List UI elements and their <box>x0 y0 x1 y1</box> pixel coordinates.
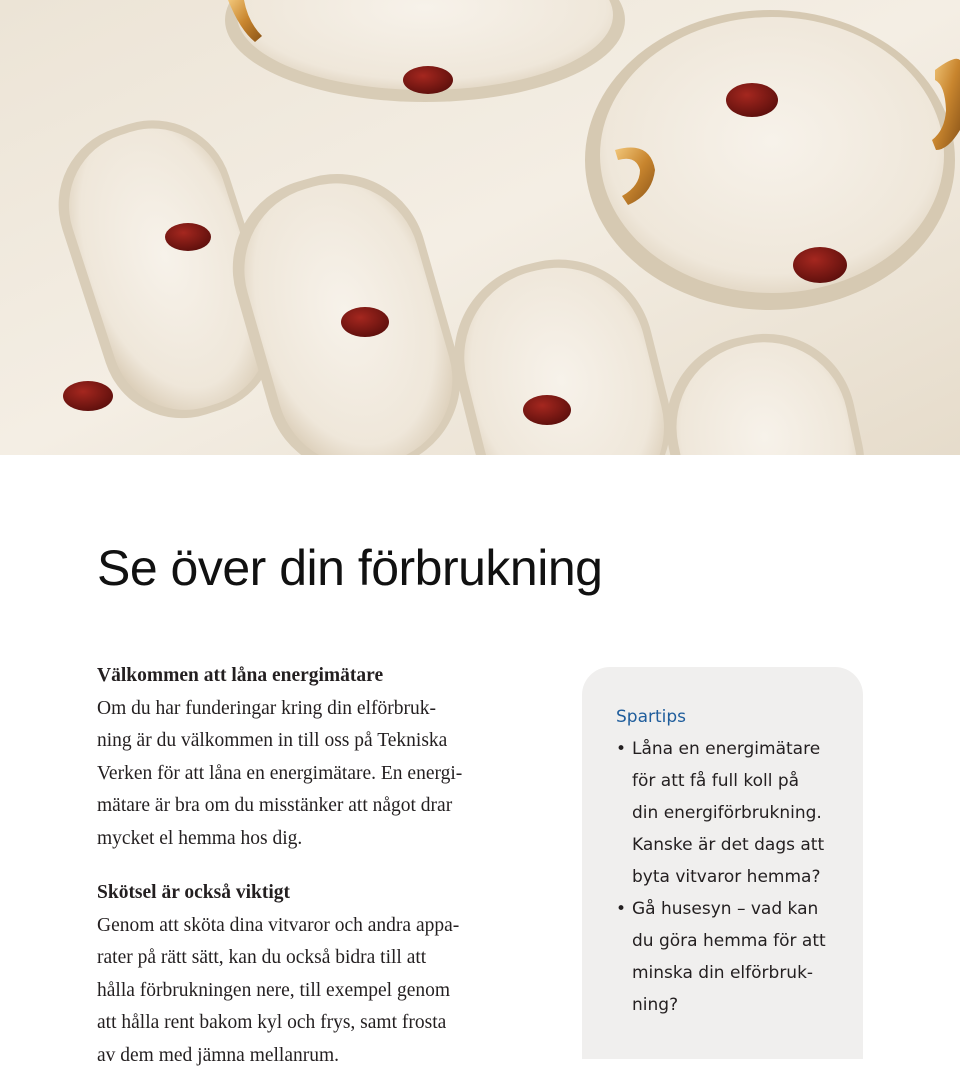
tips-list <box>616 733 863 1021</box>
tip-item <box>616 893 863 1021</box>
hero-photo-power-strip <box>0 0 960 455</box>
page-title: Se över din förbrukning <box>97 538 602 598</box>
body-line: Verken för att låna en energimätare. En energi- <box>97 758 547 791</box>
section-body-lend-meter <box>97 693 547 856</box>
body-line: Om du har funderingar kring din elförbruk- <box>97 693 547 726</box>
socket-hole <box>165 223 211 251</box>
body-line: mycket el hemma hos dig. <box>97 823 547 856</box>
section-body-maintenance <box>97 910 547 1072</box>
power-strip-illustration <box>0 0 960 455</box>
article-column <box>97 660 547 1072</box>
socket-hole <box>63 381 113 411</box>
socket-hole <box>341 307 389 337</box>
tip-line: du göra hemma för att <box>632 925 863 957</box>
tip-line: byta vitvaror hemma? <box>632 861 863 893</box>
body-line: av dem med jämna mellanrum. <box>97 1040 547 1072</box>
tips-heading: Spartips <box>616 701 863 733</box>
section-heading-lend-meter: Välkommen att låna energimätare <box>97 660 547 693</box>
tip-line: ning? <box>632 989 863 1021</box>
body-line: rater på rätt sätt, kan du också bidra till att <box>97 942 547 975</box>
body-line: hålla förbrukningen nere, till exempel genom <box>97 975 547 1008</box>
socket-hole <box>523 395 571 425</box>
tip-line: för att få full koll på <box>632 765 863 797</box>
body-line: ning är du välkommen in till oss på Tekniska <box>97 725 547 758</box>
tip-line: Låna en energimätare <box>632 733 863 765</box>
body-line: att hålla rent bakom kyl och frys, samt frosta <box>97 1007 547 1040</box>
section-heading-maintenance: Skötsel är också viktigt <box>97 877 547 910</box>
tip-line: din energiförbrukning. <box>632 797 863 829</box>
body-line: Genom att sköta dina vitvaror och andra appa- <box>97 910 547 943</box>
savings-tips-box <box>582 667 863 1059</box>
tip-line: minska din elförbruk- <box>632 957 863 989</box>
body-line: mätare är bra om du misstänker att något drar <box>97 790 547 823</box>
bullet-icon: • <box>616 733 626 765</box>
tip-line: Gå husesyn – vad kan <box>632 893 863 925</box>
tip-line: Kanske är det dags att <box>632 829 863 861</box>
tip-item <box>616 733 863 893</box>
bullet-icon: • <box>616 893 626 925</box>
